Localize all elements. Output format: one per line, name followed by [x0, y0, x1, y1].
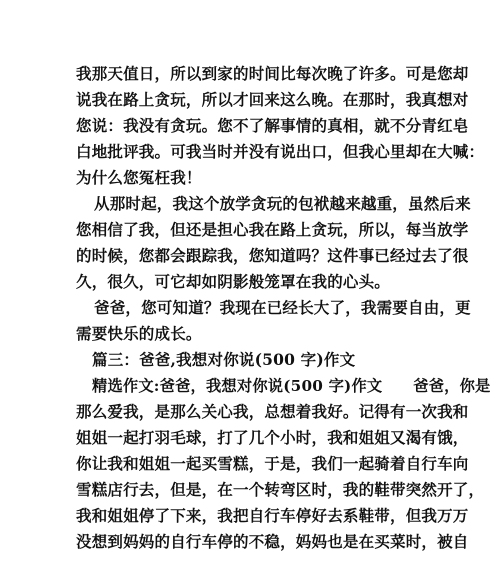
- text-line-16: 你让我和姐姐一起买雪糕，于是，我们一起骑着自行车向: [76, 454, 469, 473]
- text-line-13: 精选作文:爸爸，我想对你说(500 字)作文 爸爸，你是: [92, 377, 491, 395]
- text-line-8: 的时候，您都会跟踪我，您知道吗？这件事已经过去了很: [76, 246, 469, 265]
- text-line-1: 我那天值日，所以到家的时间比每次晚了许多。可是您却: [76, 64, 469, 83]
- text-line-2: 说我在路上贪玩，所以才回来这么晚。在那时，我真想对: [76, 90, 469, 109]
- text-line-4: 白地批评我。可我当时并没有说出口，但我心里却在大喊：: [76, 142, 485, 161]
- text-line-18: 我和姐姐停了下来，我把自行车停好去系鞋带，但我万万: [76, 506, 469, 525]
- text-line-10: 爸爸，您可知道？我现在已经长大了，我需要自由，更: [94, 298, 471, 317]
- text-line-11: 需要快乐的成长。: [76, 324, 202, 343]
- text-line-9: 久，很久，可它却如阴影般笼罩在我的心头。: [76, 272, 391, 291]
- text-line-3: 您说：我没有贪玩。您不了解事情的真相，就不分青红皂: [76, 116, 469, 135]
- text-line-7: 您相信了我，但还是担心我在路上贪玩，所以，每当放学: [76, 220, 469, 239]
- text-line-19: 没想到妈妈的自行车停的不稳，妈妈也是在买菜时，被自: [76, 532, 469, 551]
- section-heading: 篇三：爸爸,我想对你说(500 字)作文: [92, 350, 356, 369]
- text-line-15: 姐姐一起打羽毛球，打了几个小时，我和姐姐又渴有饿，: [76, 428, 469, 447]
- text-line-14: 那么爱我，是那么关心我，总想着我好。记得有一次我和: [76, 402, 469, 421]
- text-line-17: 雪糕店行去，但是，在一个转弯区时，我的鞋带突然开了，: [76, 480, 485, 499]
- text-line-5: 为什么您冤枉我！: [76, 168, 202, 187]
- text-line-6: 从那时起，我这个放学贪玩的包袱越来越重，虽然后来: [94, 194, 471, 213]
